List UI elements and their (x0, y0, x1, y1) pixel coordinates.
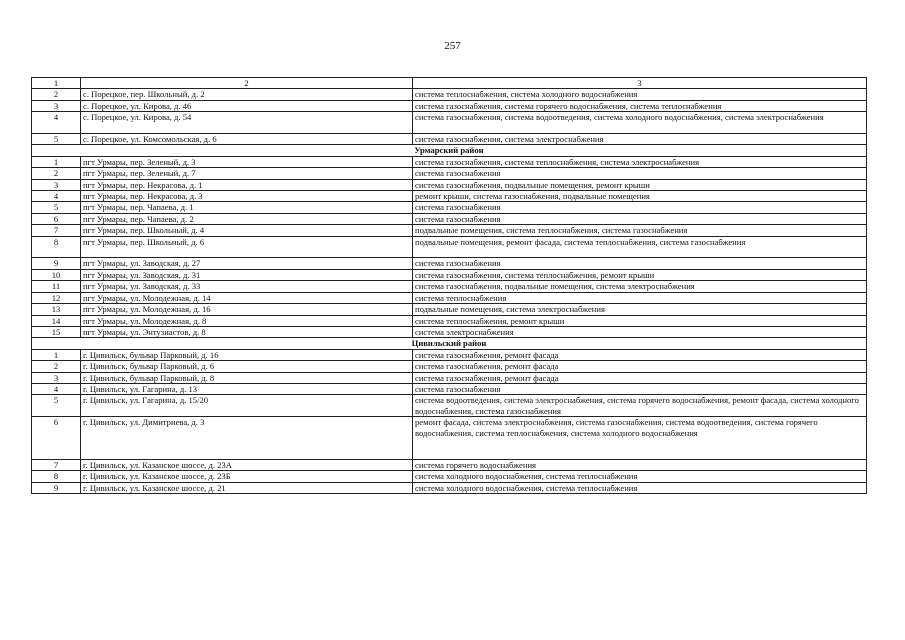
row-number-cell: 14 (32, 315, 81, 326)
address-cell: пгт Урмары, ул. Энтузиастов, д. 8 (81, 326, 413, 337)
repair-table (31, 77, 867, 494)
row-number-cell: 12 (32, 292, 81, 303)
works-cell: ремонт крыши, система газоснабжения, подвальные помещения (413, 191, 867, 202)
table-row (32, 326, 867, 337)
table-row (32, 258, 867, 269)
row-number-cell: 7 (32, 225, 81, 236)
table-row (32, 395, 867, 417)
table-row (32, 89, 867, 100)
row-number-cell: 11 (32, 281, 81, 292)
address-cell: пгт Урмары, ул. Молодежная, д. 16 (81, 304, 413, 315)
works-cell: система газоснабжения, ремонт фасада (413, 349, 867, 360)
table-row (32, 269, 867, 280)
table-row (32, 112, 867, 134)
row-number-cell: 13 (32, 304, 81, 315)
works-cell: система газоснабжения, подвальные помещения, ремонт крыши (413, 179, 867, 190)
table-row (32, 236, 867, 258)
table-row (32, 292, 867, 303)
works-cell: система газоснабжения, система горячего водоснабжения, система теплоснабжения (413, 100, 867, 111)
row-number-cell: 4 (32, 191, 81, 202)
address-cell: пгт Урмары, пер. Чапаева, д. 1 (81, 202, 413, 213)
works-cell: система газоснабжения (413, 168, 867, 179)
works-cell: система газоснабжения, ремонт фасада (413, 361, 867, 372)
works-cell: система газоснабжения (413, 383, 867, 394)
table-row (32, 156, 867, 167)
section-title: Цивильский район (32, 338, 867, 349)
address-cell: г. Цивильск, ул. Димитриева, д. 3 (81, 417, 413, 460)
row-number-cell: 3 (32, 372, 81, 383)
table-row (32, 471, 867, 482)
row-number-cell: 5 (32, 134, 81, 145)
address-cell: пгт Урмары, пер. Некрасова, д. 3 (81, 191, 413, 202)
works-cell: система газоснабжения, подвальные помещения, система электроснабжения (413, 281, 867, 292)
row-number-cell: 4 (32, 383, 81, 394)
address-cell: г. Цивильск, ул. Казанское шоссе, д. 23Б (81, 471, 413, 482)
repair-table-body (32, 78, 867, 494)
address-cell: г. Цивильск, ул. Гагарина, д. 13 (81, 383, 413, 394)
table-row (32, 179, 867, 190)
table-row (32, 361, 867, 372)
table-row (32, 417, 867, 460)
address-cell: пгт Урмары, пер. Зеленый, д. 3 (81, 156, 413, 167)
works-cell: система газоснабжения, система теплоснабжения, ремонт крыши (413, 269, 867, 280)
works-cell: система газоснабжения, система электроснабжения (413, 134, 867, 145)
table-row (32, 315, 867, 326)
address-cell: пгт Урмары, ул. Заводская, д. 31 (81, 269, 413, 280)
works-cell: система теплоснабжения, система холодного водоснабжения (413, 89, 867, 100)
table-row (32, 349, 867, 360)
column-number-2: 2 (81, 78, 413, 89)
works-cell: ремонт фасада, система электроснабжения, система газоснабжения, система водоотведения, система горячего водоснабжения, система теплоснабжения, система холодного водоснабжения (413, 417, 867, 460)
address-cell: пгт Урмары, пер. Школьный, д. 4 (81, 225, 413, 236)
works-cell: система газоснабжения (413, 258, 867, 269)
address-cell: пгт Урмары, ул. Заводская, д. 27 (81, 258, 413, 269)
column-number-1: 1 (32, 78, 81, 89)
works-cell: система газоснабжения, ремонт фасада (413, 372, 867, 383)
address-cell: г. Цивильск, бульвар Парковый, д. 16 (81, 349, 413, 360)
table-row (32, 191, 867, 202)
address-cell: г. Цивильск, ул. Казанское шоссе, д. 21 (81, 482, 413, 493)
row-number-cell: 2 (32, 361, 81, 372)
works-cell: система газоснабжения, система теплоснабжения, система электроснабжения (413, 156, 867, 167)
row-number-cell: 6 (32, 213, 81, 224)
table-row (32, 459, 867, 470)
works-cell: подвальные помещения, система теплоснабжения, система газоснабжения (413, 225, 867, 236)
works-cell: система газоснабжения (413, 213, 867, 224)
address-cell: пгт Урмары, пер. Школьный, д. 6 (81, 236, 413, 258)
address-cell: с. Порецкое, ул. Кирова, д. 54 (81, 112, 413, 134)
column-number-3: 3 (413, 78, 867, 89)
row-number-cell: 7 (32, 459, 81, 470)
works-cell: система газоснабжения, система водоотведения, система холодного водоснабжения, система электроснабжения (413, 112, 867, 134)
row-number-cell: 3 (32, 100, 81, 111)
works-cell: система горячего водоснабжения (413, 459, 867, 470)
address-cell: с. Порецкое, пер. Школьный, д. 2 (81, 89, 413, 100)
table-row (32, 225, 867, 236)
table-row (32, 134, 867, 145)
table-row (32, 482, 867, 493)
address-cell: с. Порецкое, ул. Кирова, д. 46 (81, 100, 413, 111)
address-cell: пгт Урмары, пер. Чапаева, д. 2 (81, 213, 413, 224)
row-number-cell: 2 (32, 89, 81, 100)
address-cell: г. Цивильск, бульвар Парковый, д. 8 (81, 372, 413, 383)
table-row (32, 304, 867, 315)
table-row (32, 100, 867, 111)
address-cell: пгт Урмары, ул. Молодежная, д. 14 (81, 292, 413, 303)
row-number-cell: 4 (32, 112, 81, 134)
row-number-cell: 9 (32, 482, 81, 493)
address-cell: г. Цивильск, ул. Казанское шоссе, д. 23А (81, 459, 413, 470)
row-number-cell: 5 (32, 202, 81, 213)
row-number-cell: 5 (32, 395, 81, 417)
address-cell: с. Порецкое, ул. Комсомольская, д. 6 (81, 134, 413, 145)
address-cell: г. Цивильск, ул. Гагарина, д. 15/20 (81, 395, 413, 417)
works-cell: подвальные помещения, ремонт фасада, система теплоснабжения, система газоснабжения (413, 236, 867, 258)
row-number-cell: 10 (32, 269, 81, 280)
table-row (32, 281, 867, 292)
row-number-cell: 2 (32, 168, 81, 179)
address-cell: пгт Урмары, пер. Зеленый, д. 7 (81, 168, 413, 179)
row-number-cell: 1 (32, 156, 81, 167)
row-number-cell: 15 (32, 326, 81, 337)
table-row (32, 383, 867, 394)
works-cell: система холодного водоснабжения, система теплоснабжения (413, 471, 867, 482)
works-cell: система теплоснабжения, ремонт крыши (413, 315, 867, 326)
row-number-cell: 8 (32, 471, 81, 482)
works-cell: система газоснабжения (413, 202, 867, 213)
section-header-row (32, 145, 867, 156)
works-cell: подвальные помещения, система электроснабжения (413, 304, 867, 315)
row-number-cell: 1 (32, 349, 81, 360)
table-row (32, 213, 867, 224)
table-row (32, 202, 867, 213)
row-number-cell: 9 (32, 258, 81, 269)
address-cell: пгт Урмары, ул. Молодежная, д. 8 (81, 315, 413, 326)
table-row (32, 372, 867, 383)
column-number-row (32, 78, 867, 89)
address-cell: пгт Урмары, ул. Заводская, д. 33 (81, 281, 413, 292)
row-number-cell: 6 (32, 417, 81, 460)
works-cell: система холодного водоснабжения, система теплоснабжения (413, 482, 867, 493)
section-title: Урмарский район (32, 145, 867, 156)
row-number-cell: 8 (32, 236, 81, 258)
works-cell: система электроснабжения (413, 326, 867, 337)
table-row (32, 168, 867, 179)
address-cell: г. Цивильск, бульвар Парковый, д. 6 (81, 361, 413, 372)
page-number: 257 (444, 40, 461, 52)
works-cell: система теплоснабжения (413, 292, 867, 303)
section-header-row (32, 338, 867, 349)
row-number-cell: 3 (32, 179, 81, 190)
address-cell: пгт Урмары, пер. Некрасова, д. 1 (81, 179, 413, 190)
works-cell: система водоотведения, система электроснабжения, система горячего водоснабжения, ремонт фасада, система холодного водоснабжения, система газоснабжения (413, 395, 867, 417)
